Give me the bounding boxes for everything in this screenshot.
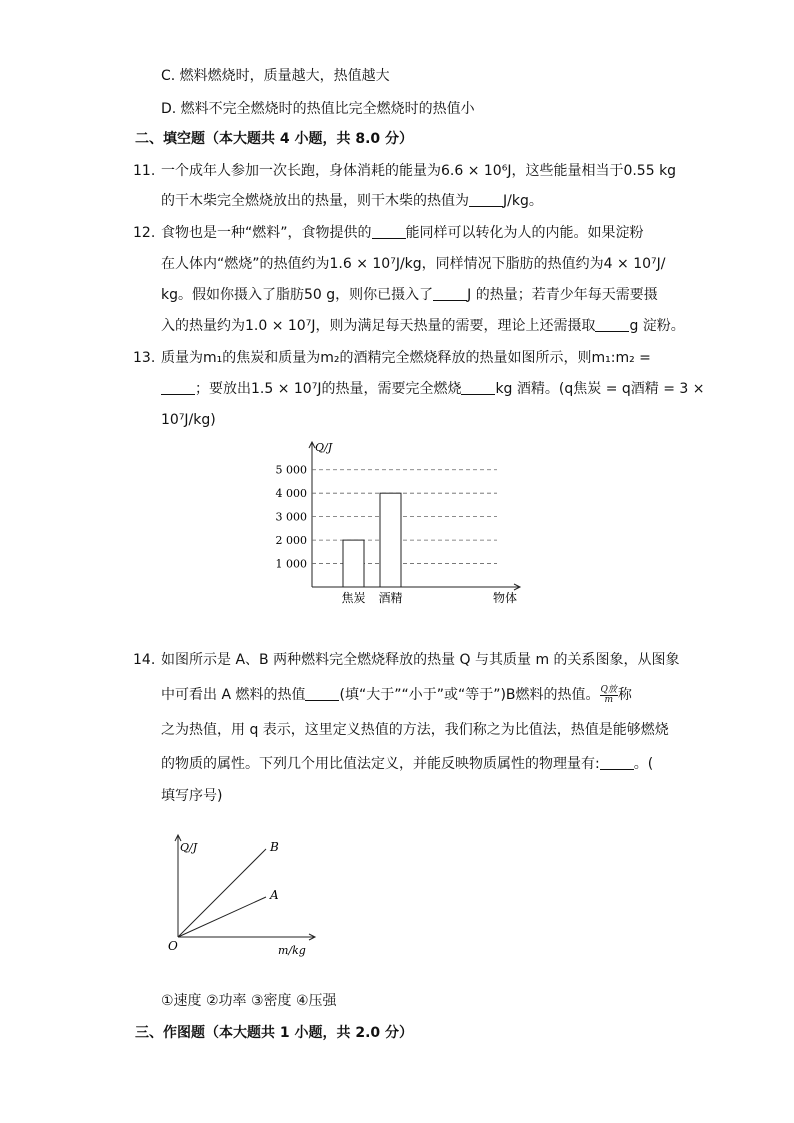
q12-line3-b: J 的热量；若青少年每天需要摄 [467, 287, 658, 303]
heat-value-fraction [600, 686, 618, 705]
q12-line3 [161, 285, 658, 305]
x-axis-label: 物体 [493, 591, 518, 605]
bar [343, 540, 364, 587]
q12-line3-a: kg。假如你摄入了脂肪50 g，则你已摄入了 [161, 287, 434, 303]
y-tick-label: 1 000 [275, 557, 307, 571]
series-line-A [178, 897, 266, 937]
x-tick-label: 酒精 [378, 591, 403, 605]
q14-line4-a: 的物质的属性。下列几个用比值法定义，并能反映物质属性的物理量有: [161, 756, 600, 772]
series-label-B: B [270, 840, 279, 854]
bar [380, 493, 401, 587]
y-axis-label: Q/J [180, 841, 198, 854]
q14-line2 [161, 685, 632, 705]
y-tick-label: 2 000 [275, 534, 307, 548]
y-tick-label: 3 000 [275, 510, 307, 524]
fraction-numerator: Q放 [600, 684, 617, 695]
q14-line1: 如图所示是 A、B 两种燃料完全燃烧释放的热量 Q 与其质量 m 的关系图象，从图象 [161, 652, 680, 668]
option-d: D. 燃料不完全燃烧时的热值比完全燃烧时的热值小 [161, 101, 475, 117]
q14-line2-b: (填“大于”“小于”或“等于”)B燃料的热值。 [339, 687, 600, 703]
fraction-denominator: m [604, 694, 613, 705]
q13-line2-a: ；要放出1.5 × 10⁷J的热量，需要完全燃烧 [195, 381, 462, 397]
q12-line2: 在人体内“燃烧”的热值约为1.6 × 10⁷J/kg，同样情况下脂肪的热值约为4 × 10⁷J/ [161, 256, 666, 272]
q14-line2-c: 称 [617, 687, 632, 703]
q12-number: 12. [133, 225, 156, 241]
q14-number: 14. [133, 652, 156, 668]
q14-blank-1[interactable] [305, 686, 339, 701]
y-tick-label: 4 000 [275, 487, 307, 501]
q12-line4-b: g 淀粉。 [629, 318, 685, 334]
q12-line4 [161, 316, 685, 336]
section-3-title: 三、作图题（本大题共 1 小题，共 2.0 分） [135, 1025, 414, 1041]
q12-line1 [161, 223, 644, 243]
q11-line1: 一个成年人参加一次长跑，身体消耗的能量为6.6 × 10⁶J，这些能量相当于0.55 kg [161, 163, 677, 179]
q14-line2-a: 中可看出 A 燃料的热值 [161, 687, 306, 703]
q14-line5: 填写序号) [161, 788, 223, 804]
section-2-title: 二、填空题（本大题共 4 小题，共 8.0 分） [135, 131, 414, 147]
q13-line3: 10⁷J/kg) [161, 412, 216, 428]
q12-blank-2[interactable] [433, 286, 467, 301]
line-chart [160, 830, 320, 960]
q14-options: ①速度 ②功率 ③密度 ④压强 [161, 993, 337, 1009]
q13-number: 13. [133, 350, 156, 366]
y-axis-label: Q/J [315, 441, 333, 454]
q13-blank-1[interactable] [161, 380, 195, 395]
q11-line2-unit: J/kg。 [503, 193, 543, 209]
q13-line1: 质量为m₁的焦炭和质量为m₂的酒精完全燃烧释放的热量如图所示，则m₁:m₂ = [161, 350, 651, 366]
q13-line2-b: kg 酒精。(q焦炭 = q酒精 = 3 × [495, 381, 705, 397]
y-tick-label: 5 000 [275, 463, 307, 477]
q12-blank-3[interactable] [595, 317, 629, 332]
q12-line4-a: 入的热量约为1.0 × 10⁷J，则为满足每天热量的需要，理论上还需摄取 [161, 318, 596, 334]
q11-number: 11. [133, 163, 156, 179]
q14-blank-2[interactable] [600, 755, 634, 770]
q14-line4-b: 。( [633, 756, 654, 772]
q11-answer-blank[interactable] [469, 192, 503, 207]
q14-line4 [161, 754, 653, 774]
q13-line2 [161, 379, 704, 399]
q12-line1-a: 食物也是一种“燃料”，食物提供的 [161, 225, 372, 241]
x-tick-label: 焦炭 [341, 591, 366, 605]
series-line-B [178, 849, 266, 937]
q13-blank-2[interactable] [461, 380, 495, 395]
q12-blank-1[interactable] [372, 224, 406, 239]
q14-line3: 之为热值，用 q 表示，这里定义热值的方法，我们称之为比值法，热值是能够燃烧 [161, 722, 669, 738]
q12-line1-b: 能同样可以转化为人的内能。如果淀粉 [405, 225, 644, 241]
option-c: C. 燃料燃烧时，质量越大，热值越大 [161, 68, 390, 84]
origin-label: O [168, 939, 178, 953]
q11-line2-text: 的干木柴完全燃烧放出的热量，则干木柴的热值为 [161, 193, 469, 209]
q11-line2 [161, 191, 543, 211]
bar-chart [265, 430, 525, 610]
series-label-A: A [270, 888, 279, 902]
x-axis-label: m/kg [278, 944, 306, 957]
